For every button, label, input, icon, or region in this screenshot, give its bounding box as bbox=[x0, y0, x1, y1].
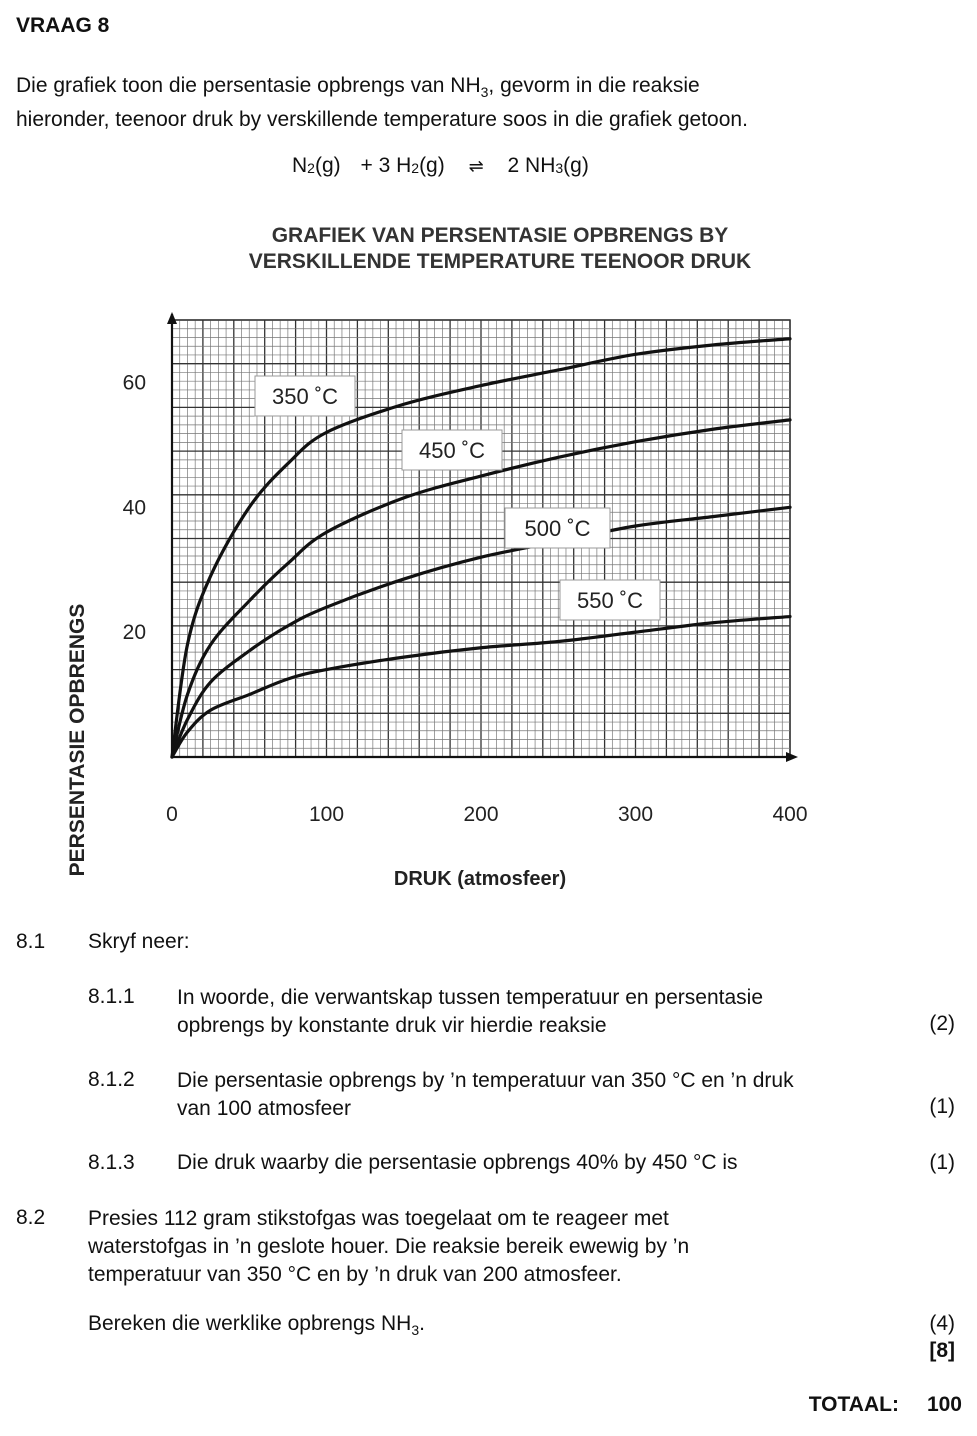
x-axis-arrow bbox=[786, 752, 798, 762]
eq-nh3-sub: 3 bbox=[555, 160, 564, 176]
q811-line1: In woorde, die verwantskap tussen temperatuur en persentasie bbox=[177, 986, 764, 1009]
eq-h2: + 3 H bbox=[360, 154, 412, 177]
y-tick-label: 40 bbox=[122, 496, 146, 520]
q82-number: 8.2 bbox=[16, 1206, 46, 1229]
question-title: VRAAG 8 bbox=[16, 14, 110, 37]
q82-calc-text: Bereken die werklike opbrengs NH bbox=[88, 1312, 412, 1335]
q811-marks: (2) bbox=[929, 1012, 955, 1035]
q811-line2: opbrengs by konstante druk vir hierdie reaksie bbox=[177, 1014, 607, 1037]
q812-line2: van 100 atmosfeer bbox=[177, 1097, 351, 1120]
q812-number: 8.1.2 bbox=[88, 1068, 135, 1091]
x-tick-label: 100 bbox=[308, 803, 345, 826]
eq-h2-state: (g) bbox=[419, 154, 445, 177]
y-tick-label: 20 bbox=[122, 621, 146, 645]
yield-chart bbox=[0, 200, 977, 900]
chart-title-line1: GRAFIEK VAN PERSENTASIE OPBRENGS BY bbox=[271, 224, 729, 247]
eq-n2-state: (g) bbox=[314, 154, 341, 177]
x-tick-label: 0 bbox=[166, 803, 178, 826]
eq-equilibrium-arrow: ⇌ bbox=[468, 156, 484, 176]
intro-subscript: 3 bbox=[480, 84, 489, 101]
intro-text: Die grafiek toon die persentasie opbrengs van NH bbox=[16, 74, 481, 97]
x-tick-label: 400 bbox=[772, 803, 808, 826]
reaction-equation bbox=[292, 154, 589, 178]
q82-calc-sub: 3 bbox=[411, 1322, 420, 1339]
intro-line2: hieronder, teenoor druk by verskillende temperature soos in die grafiek getoon. bbox=[16, 108, 748, 132]
total-label: TOTAAL: bbox=[808, 1393, 899, 1416]
series-label-2: 500 ˚C bbox=[524, 516, 591, 541]
q82-calc-end: . bbox=[419, 1312, 425, 1335]
q81-number: 8.1 bbox=[16, 930, 46, 953]
chart-title-line2: VERSKILLENDE TEMPERATURE TEENOOR DRUK bbox=[248, 250, 752, 273]
total-value: 100 bbox=[926, 1393, 962, 1416]
question-total-marks: [8] bbox=[929, 1339, 955, 1362]
x-tick-label: 300 bbox=[617, 803, 654, 826]
y-axis-arrow bbox=[167, 312, 177, 324]
eq-n2: N bbox=[292, 154, 308, 177]
eq-nh3-state: (g) bbox=[563, 154, 589, 177]
eq-h2-sub: 2 bbox=[411, 160, 420, 176]
q812-line1: Die persentasie opbrengs by ’n temperatuur van 350 °C en ’n druk bbox=[177, 1069, 794, 1092]
eq-n2-sub: 2 bbox=[307, 160, 315, 176]
q82-marks: (4) bbox=[929, 1312, 955, 1335]
y-axis-label: PERSENTASIE OPBRENGS bbox=[66, 603, 89, 877]
paper-total bbox=[809, 1393, 962, 1417]
y-tick-label: 60 bbox=[122, 371, 146, 395]
question-intro bbox=[16, 72, 916, 134]
q811-text bbox=[177, 984, 763, 1040]
series-label-1: 450 ˚C bbox=[418, 438, 486, 463]
x-tick-label: 200 bbox=[463, 803, 499, 826]
q813-marks: (1) bbox=[929, 1151, 955, 1174]
series-label-0: 350 ˚C bbox=[271, 384, 339, 409]
q82-calc bbox=[88, 1312, 425, 1338]
q82-line2: waterstofgas in ’n geslote houer. Die reaksie bereik ewewig by ’n bbox=[88, 1235, 690, 1258]
q81-text: Skryf neer: bbox=[88, 930, 190, 953]
q813-text: Die druk waarby die persentasie opbrengs 40% by 450 °C is bbox=[177, 1151, 738, 1174]
x-axis-label: DRUK (atmosfeer) bbox=[393, 868, 567, 890]
q812-marks: (1) bbox=[929, 1095, 955, 1118]
intro-text-b: , gevorm in die reaksie bbox=[488, 74, 700, 97]
eq-nh3: 2 NH bbox=[507, 154, 556, 177]
q82-text bbox=[88, 1205, 689, 1289]
q812-text bbox=[177, 1067, 794, 1123]
q82-line1: Presies 112 gram stikstofgas was toegelaat om te reageer met bbox=[88, 1207, 669, 1230]
q82-line3: temperatuur van 350 °C en by ’n druk van 200 atmosfeer. bbox=[88, 1263, 622, 1286]
series-label-3: 550 ˚C bbox=[576, 588, 644, 613]
q813-number: 8.1.3 bbox=[88, 1151, 135, 1174]
q811-number: 8.1.1 bbox=[88, 985, 135, 1008]
